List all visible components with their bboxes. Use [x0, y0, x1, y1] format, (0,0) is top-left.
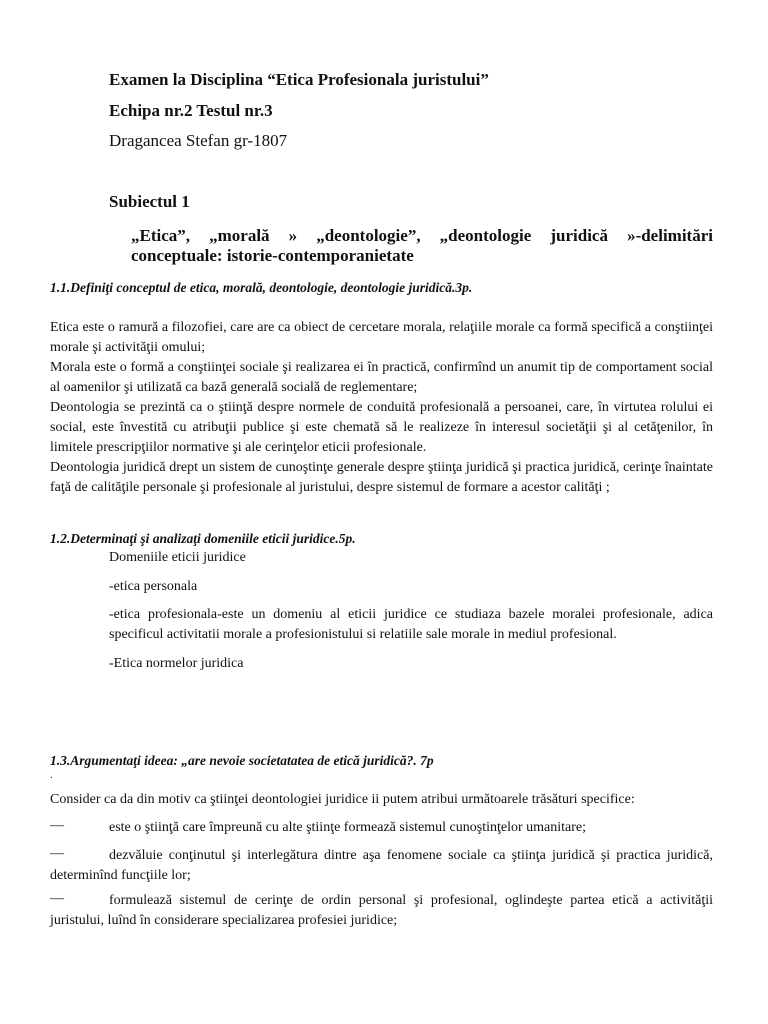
em-dash-2: — [50, 846, 64, 861]
team-test: Echipa nr.2 Testul nr.3 [109, 101, 273, 120]
subject-topic [131, 226, 713, 266]
em-dash-3: — [50, 891, 64, 906]
domain-etica-normelor: -Etica normelor juridica [109, 656, 244, 671]
domains-heading: Domeniile eticii juridice [109, 550, 246, 565]
paragraph-morala: Morala este o formă a conştiinţei sociale şi realizarea ei în practică, confirmînd un anumit tip de comportament social al oamenilor şi utilizată ca bază generală socială de reglementare; [50, 360, 713, 395]
domain-etica-personala: -etica personala [109, 579, 198, 594]
question-1-3: 1.3.Argumentaţi ideea: „are nevoie societatatea de etică juridică?. 7p [50, 753, 434, 768]
consider-line: Consider ca da din motiv ca ştiinţei deontologiei juridice ii putem atribui următoarele trăsături specifice: [50, 792, 635, 807]
trait-3: formulează sistemul de cerinţe de ordin personal şi profesional, oglindeşte partea etică a activităţii juristului, luînd în considerare specializarea profesiei juridice; [50, 893, 713, 928]
student-name: Dragancea Stefan gr-1807 [109, 131, 288, 150]
paragraph-deontologia: Deontologia se prezintă ca o ştiinţă despre normele de conduită profesională a persoanei, care, în virtutea rolului ei social, este învestită cu atribuţii publice şi este chemată să le realizeze în interesul societăţii şi al cetăţenilor, în limitele prescripţiilor normative şi ale cerinţelor eticii profesionale. [50, 400, 713, 455]
domain-etica-profesionala: -etica profesionala-este un domeniu al eticii juridice ce studiaza bazele moralei profesionale, adica specificul activitatii morale a profesionistului si relatiile sale morale in mediul profesional. [109, 607, 713, 642]
answer-1-1 [50, 318, 713, 498]
question-1-2: 1.2.Determinaţi şi analizaţi domeniile eticii juridice.5p. [50, 531, 356, 546]
em-dash-1: — [50, 818, 64, 833]
subject-heading: Subiectul 1 [109, 192, 190, 211]
question-1-1: 1.1.Definiţi conceptul de etica, morală, deontologie, deontologie juridică.3p. [50, 280, 473, 295]
exam-title: Examen la Disciplina “Etica Profesionala juristului” [109, 70, 489, 89]
paragraph-deontologia-juridica: Deontologia juridică drept un sistem de cunoştinţe generale despre ştiinţa juridică şi practica juridică, cerinţe înaintate faţă de calităţile personale şi profesionale al juristului, despre sistemul de formare a acestor calităţi ; [50, 460, 713, 495]
paragraph-etica: Etica este o ramură a filozofiei, care are ca obiect de cercetare morala, relaţiile morale ca formă specifică a conştiinţei morale şi activităţii omului; [50, 320, 713, 355]
trait-1: este o ştiinţă care împreună cu alte ştiinţe formează sistemul cunoştinţelor umanitare; [109, 820, 586, 835]
subject-topic-line-2: conceptuale: istorie-contemporanietate [131, 246, 414, 265]
stray-dot: . [50, 770, 53, 781]
subject-topic-line-1: „Etica”, „morală » „deontologie”, „deontologie juridică »-delimitări [131, 226, 713, 245]
trait-2: dezvăluie conţinutul şi interlegătura dintre aşa fenomene sociale ca ştiinţa juridică şi practica juridică, determinînd funcţiile lor; [50, 848, 713, 883]
